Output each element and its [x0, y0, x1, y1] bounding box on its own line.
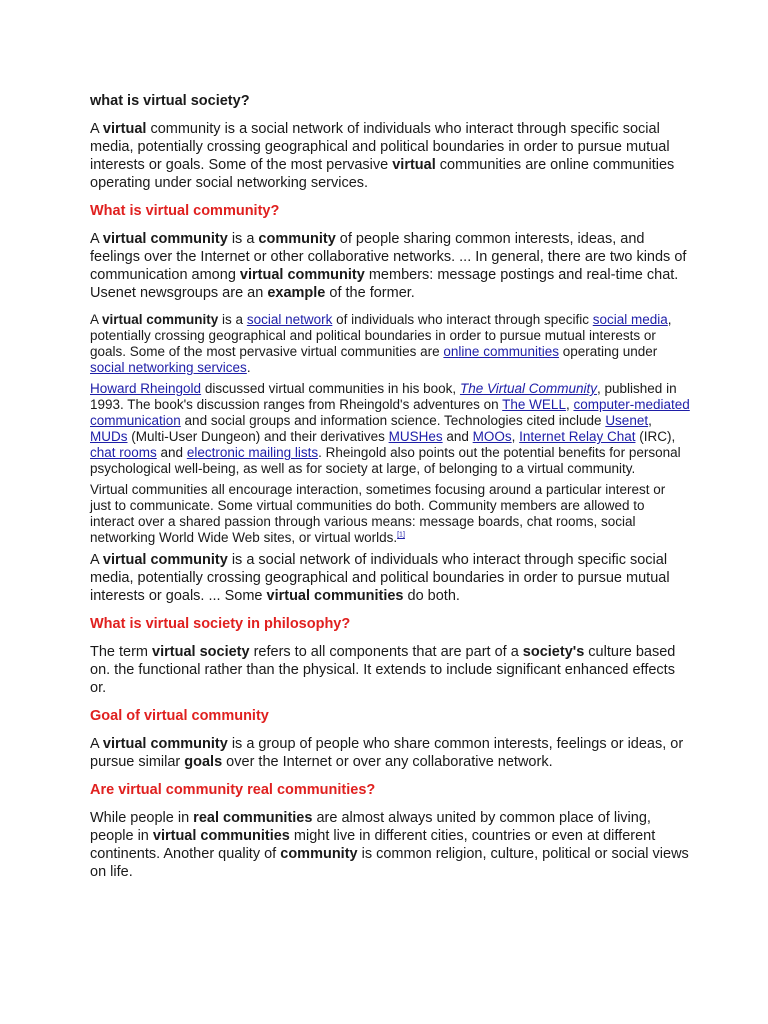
heading-what-is-virtual-society: what is virtual society?	[90, 93, 250, 109]
heading-goal-of-virtual-community: Goal of virtual community	[90, 708, 269, 724]
link-usenet[interactable]: Usenet	[605, 413, 649, 428]
link-howard-rheingold[interactable]: Howard Rheingold	[90, 381, 202, 396]
link-the-well[interactable]: The WELL	[502, 397, 566, 412]
link-the-virtual-community[interactable]: The Virtual Community	[459, 381, 598, 396]
link-moos[interactable]: MOOs	[472, 429, 512, 444]
link-social-media[interactable]: social media	[592, 312, 668, 327]
link-social-networking-services[interactable]: social networking services	[90, 360, 247, 375]
link-mushes[interactable]: MUSHes	[388, 429, 443, 444]
paragraph-7: The term virtual society refers to all components that are part of a society's culture based on. the functional rather than the physical. It extends to include significant enhanced effects or.	[90, 644, 676, 696]
paragraph-6: A virtual community is a social network of individuals who interact through specific social media, potentially crossing geographical and political boundaries in order to pursue mutual interests or goals. ... Some virtual communities do both.	[90, 552, 670, 604]
link-social-network[interactable]: social network	[246, 312, 333, 327]
heading-what-is-virtual-community: What is virtual community?	[90, 203, 280, 219]
paragraph-4: Howard Rheingold discussed virtual communities in his book, The Virtual Community, published in 1993. The book's discussion ranges from Rheingold's adventures on The WELL, computer-mediated communication and social groups and information science. Technologies cited include Usenet, MUDs (Multi-User Dungeon) and their derivatives MUSHes and MOOs, Internet Relay Chat (IRC), chat rooms and electronic mailing lists. Rheingold also points out the potential benefits for personal psychological well-being, as well as for society at large, of belonging to a virtual community.	[90, 381, 690, 476]
link-computer-mediated-communication[interactable]: computer-mediated communication	[90, 397, 690, 428]
document-page	[90, 92, 690, 891]
paragraph-1: A virtual community is a social network of individuals who interact through specific social media, potentially crossing geographical and political boundaries in order to pursue mutual interests or goals. Some of the most pervasive virtual communities are online communities operating under social networking services.	[90, 121, 675, 191]
link-chat-rooms[interactable]: chat rooms	[90, 445, 157, 460]
heading-virtual-society-philosophy: What is virtual society in philosophy?	[90, 616, 351, 632]
paragraph-2: A virtual community is a community of people sharing common interests, ideas, and feelings over the Internet or other collaborative networks. ... In general, there are two kinds of communication among virtual community members: message postings and real-time chat. Usenet newsgroups are an example of the former.	[90, 231, 687, 301]
paragraph-9: While people in real communities are almost always united by common place of living, people in virtual communities might live in different cities, countries or even at different continents. Another quality of community is common religion, culture, political or social views on life.	[90, 810, 689, 880]
heading-real-communities: Are virtual community real communities?	[90, 782, 376, 798]
paragraph-5: Virtual communities all encourage interaction, sometimes focusing around a particular interest or just to communicate. Some virtual communities do both. Community members are allowed to interact over a shared passion through various means: message boards, chat rooms, social networking World Wide Web sites, or virtual worlds.[1]	[90, 482, 666, 545]
link-muds[interactable]: MUDs	[90, 429, 128, 444]
link-internet-relay-chat[interactable]: Internet Relay Chat	[519, 429, 636, 444]
link-online-communities[interactable]: online communities	[443, 344, 559, 359]
paragraph-3: A virtual community is a social network of individuals who interact through specific social media, potentially crossing geographical and political boundaries in order to pursue mutual interests or goals. Some of the most pervasive virtual communities are online communities operating under social networking services.	[90, 312, 672, 375]
reference-link-1[interactable]: [1]	[397, 531, 405, 539]
link-electronic-mailing-lists[interactable]: electronic mailing lists	[186, 445, 319, 460]
paragraph-8: A virtual community is a group of people who share common interests, feelings or ideas, or pursue similar goals over the Internet or over any collaborative network.	[90, 736, 684, 770]
